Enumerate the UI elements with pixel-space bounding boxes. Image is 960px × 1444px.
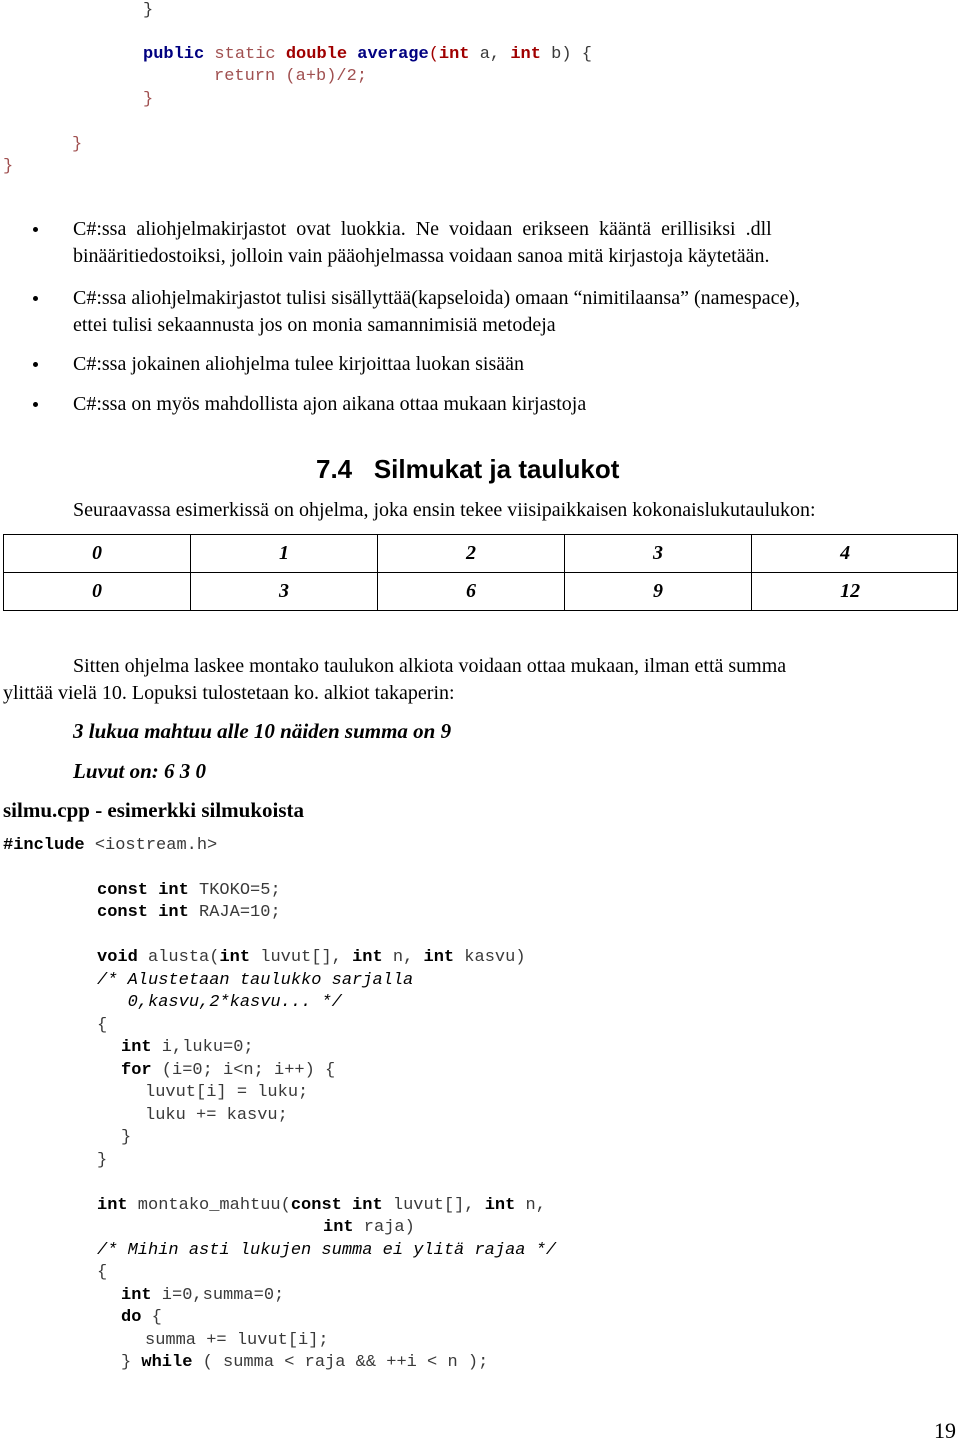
code-line-montako-signature [97,1195,546,1217]
closing-brace: } [143,90,154,109]
closing-brace: } [3,157,14,176]
code-text: montako_mahtuu( [127,1196,291,1215]
section-heading [316,453,619,485]
code-line: luvut[i] = luku; [145,1083,309,1102]
bullet-text: C#:ssa on myös mahdollista ajon aikana ottaa mukaan kirjastoja [73,393,587,415]
table-row [4,535,958,573]
section-title: Silmukat ja taulukot [373,454,620,484]
bullet-dot [33,402,38,407]
open-brace: { [97,1263,108,1282]
intro-paragraph: Seuraavassa esimerkissä on ohjelma, joka ensin tekee viisipaikkaisen kokonaislukutaulukon: [73,499,816,521]
output-line: Luvut on: 6 3 0 [73,759,207,783]
keyword-const-int: const int [97,881,189,900]
code-text: i=0,summa=0; [151,1286,285,1305]
table-cell: 3 [565,535,752,573]
keyword-int: int [438,45,470,64]
code-text: alusta( [137,948,220,967]
table-cell: 2 [378,535,565,573]
bullet-text: C#:ssa aliohjelmakirjastot ovat luokkia. Ne voidaan erikseen kääntä erillisiksi .dll [73,218,772,240]
table-cell: 3 [191,573,378,611]
keyword-double: double [285,45,348,64]
code-line-while [121,1352,488,1374]
code-comment: /* Mihin asti lukujen summa ei ylitä rajaa */ [97,1241,557,1260]
code-text: luvut[], [382,1196,485,1215]
code-text: TKOKO=5; [188,881,281,900]
code-line-for [121,1060,335,1082]
code-text: n, [515,1196,546,1215]
keyword-for: for [121,1061,152,1080]
table-cell: 4 [752,535,958,573]
code-line [143,0,153,22]
code-text: <iostream.h> [84,836,218,855]
code-text: ( summa < raja && ++i < n ); [192,1353,489,1372]
code-line-do [121,1307,162,1329]
bullet-text: C#:ssa jokainen aliohjelma tulee kirjoittaa luokan sisään [73,353,524,375]
closing-brace: } [143,1,154,20]
open-brace: { [97,1016,108,1035]
page-number: 19 [934,1418,956,1443]
code-comment: 0,kasvu,2*kasvu... */ [97,993,342,1012]
code-line-alusta-signature [97,947,526,969]
file-title: silmu.cpp - esimerkki silmukoista [3,798,305,822]
table-cell: 9 [565,573,752,611]
code-text: kasvu) [454,948,526,967]
keyword-public: public [143,45,205,64]
keyword-do: do [121,1308,142,1327]
keyword-int: int [121,1286,152,1305]
output-line: 3 lukua mahtuu alle 10 näiden summa on 9 [73,719,452,743]
keyword-int: int [510,45,541,64]
code-line [97,880,281,902]
keyword-int: int [484,1196,516,1215]
table-cell: 1 [191,535,378,573]
param-a: a, [469,45,511,64]
paren: ( [428,45,439,64]
keyword-int: int [423,948,455,967]
paragraph-text: ylittää vielä 10. Lopuksi tulostetaan ko. alkiot takaperin: [3,682,455,704]
closing-brace: } [72,135,83,154]
section-number: 7.4 [316,454,353,484]
keyword-int: int [323,1218,354,1237]
code-line-return: return (a+b)/2; [214,67,368,86]
table-cell: 0 [4,535,191,573]
keyword-include: #include [3,836,85,855]
closing-brace: } [97,1151,108,1170]
code-line [121,1285,284,1307]
keyword-const-int: const int [97,903,189,922]
bullet-dot [33,227,38,232]
param-b: b) { [540,45,592,64]
bullet-text: C#:ssa aliohjelmakirjastot tulisi sisällyttää(kapseloida) omaan “nimitilaansa” (namespace), [73,287,801,309]
code-text: RAJA=10; [188,903,281,922]
code-text: } [121,1353,142,1372]
code-text: { [141,1308,162,1327]
code-line [323,1217,415,1239]
keyword-const-int: const int [290,1196,383,1215]
table-cell: 0 [4,573,191,611]
table-cell: 12 [752,573,958,611]
keyword-int: int [97,1196,128,1215]
code-text: raja) [353,1218,415,1237]
code-line-average-signature [143,44,592,66]
keyword-int: int [352,948,383,967]
code-line-include [3,835,217,857]
code-line [97,902,281,924]
keyword-void: void [97,948,138,967]
method-name: average [357,45,429,64]
keyword-while: while [141,1353,193,1372]
number-table [3,534,958,611]
code-line [121,1037,254,1059]
bullet-text: ettei tulisi sekaannusta jos on monia samannimisiä metodeja [73,314,556,336]
code-text: n, [382,948,424,967]
bullet-text: binääritiedostoiksi, jolloin vain pääohjelmassa voidaan sanoa mitä kirjastoja käytetään. [73,245,770,267]
keyword-int: int [121,1038,152,1057]
keyword-int: int [219,948,251,967]
bullet-dot [33,362,38,367]
code-line: summa += luvut[i]; [145,1331,329,1350]
code-text: (i=0; i<n; i++) { [151,1061,336,1080]
paragraph-text: Sitten ohjelma laskee montako taulukon alkiota voidaan ottaa mukaan, ilman että summa [73,655,787,677]
code-line: luku += kasvu; [145,1106,288,1125]
table-row [4,573,958,611]
code-comment: /* Alustetaan taulukko sarjalla [97,971,414,990]
table-cell: 6 [378,573,565,611]
code-text: luvut[], [250,948,353,967]
closing-brace: } [121,1128,132,1147]
code-text: i,luku=0; [151,1038,254,1057]
bullet-dot [33,296,38,301]
keyword-static: static [214,45,276,64]
